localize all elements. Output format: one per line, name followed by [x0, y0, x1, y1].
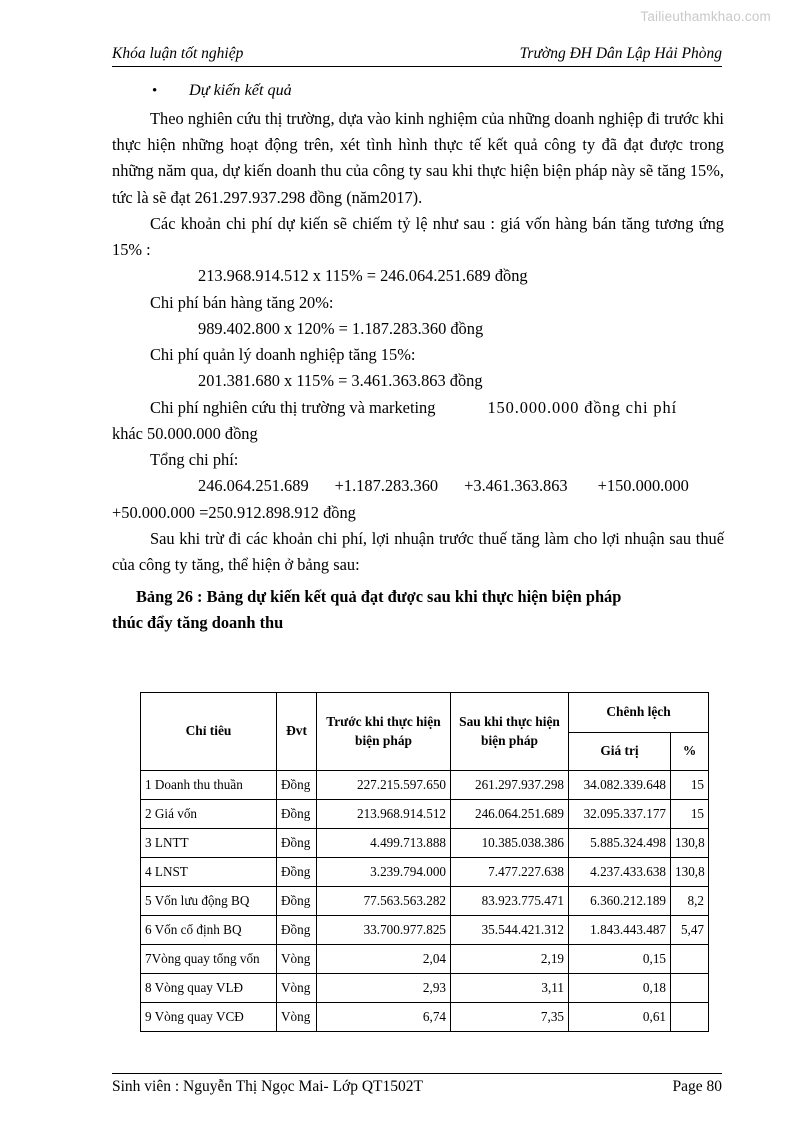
paragraph-profit-summary: Sau khi trừ đi các khoản chi phí, lợi nhuận trước thuế tăng làm cho lợi nhuận sau thuế của công ty tăng, thể hiện ở bảng sau: [112, 528, 724, 575]
header-before: Trước khi thực hiện biện pháp [317, 693, 451, 771]
cell-diff-value: 0,61 [569, 1003, 671, 1032]
cell-before: 6,74 [317, 1003, 451, 1032]
results-table [140, 692, 709, 1032]
table-caption-line-2: thúc đẩy tăng doanh thu [112, 613, 284, 633]
calculation-cogs: 213.968.914.512 x 115% = 246.064.251.689 đồng [198, 266, 528, 286]
cell-after: 83.923.775.471 [451, 887, 569, 916]
cell-criteria: 5 Vốn lưu động BQ [141, 887, 277, 916]
paragraph-marketing-cost [112, 395, 724, 421]
cell-diff-percent: 130,8 [671, 858, 709, 887]
cell-unit: Đồng [277, 800, 317, 829]
table-head [141, 693, 709, 771]
cell-before: 4.499.713.888 [317, 829, 451, 858]
table-row [141, 945, 709, 974]
cell-diff-value: 4.237.433.638 [569, 858, 671, 887]
cell-criteria: 8 Vòng quay VLĐ [141, 974, 277, 1003]
paragraph-forecast-intro: Theo nghiên cứu thị trường, dựa vào kinh nghiệm của những doanh nghiệp đi trước khi thực hiện những hoạt động trên, xét tình hình thực tế kết quả công ty đã đạt được trong những năm qua, dự kiến doanh thu của công ty sau khi thực hiện biện pháp này sẽ tăng 15%, tức là sẽ đạt 261.297.937.298 đồng (năm2017). [112, 108, 724, 207]
running-footer [112, 1073, 722, 1096]
table-row [141, 916, 709, 945]
cell-criteria: 3 LNTT [141, 829, 277, 858]
cell-unit: Đồng [277, 916, 317, 945]
cell-unit: Đồng [277, 887, 317, 916]
cell-diff-value: 34.082.339.648 [569, 771, 671, 800]
bullet-heading-row [112, 78, 724, 104]
label-admin-expense: Chi phí quản lý doanh nghiệp tăng 15%: [150, 345, 416, 365]
table-row [141, 771, 709, 800]
total-term-2: +1.187.283.360 [334, 476, 439, 496]
bullet-marker-icon: • [152, 83, 158, 99]
cell-diff-percent [671, 945, 709, 974]
table-row [141, 1003, 709, 1032]
header-difference-value: Giá trị [569, 733, 671, 771]
cell-diff-value: 32.095.337.177 [569, 800, 671, 829]
header-right-text: Trường ĐH Dân Lập Hải Phòng [519, 45, 722, 62]
total-term-1: 246.064.251.689 [198, 476, 309, 496]
running-header [112, 45, 722, 67]
cell-diff-value: 6.360.212.189 [569, 887, 671, 916]
header-unit: Đvt [277, 693, 317, 771]
cell-after: 2,19 [451, 945, 569, 974]
marketing-cost-amount: 150.000.000 đồng chi phí [487, 397, 678, 417]
cell-before: 77.563.563.282 [317, 887, 451, 916]
table-caption [112, 584, 724, 636]
header-difference: Chênh lệch [569, 693, 709, 733]
header-after: Sau khi thực hiện biện pháp [451, 693, 569, 771]
cell-after: 261.297.937.298 [451, 771, 569, 800]
cell-unit: Vòng [277, 974, 317, 1003]
cell-unit: Vòng [277, 1003, 317, 1032]
cell-after: 3,11 [451, 974, 569, 1003]
page-body [112, 78, 724, 636]
cell-unit: Đồng [277, 829, 317, 858]
cell-unit: Đồng [277, 771, 317, 800]
header-criteria: Chỉ tiêu [141, 693, 277, 771]
paragraph-other-cost: khác 50.000.000 đồng [112, 423, 258, 443]
table-row [141, 829, 709, 858]
table-header-row-1 [141, 693, 709, 733]
cell-diff-percent: 15 [671, 771, 709, 800]
table-row [141, 974, 709, 1003]
paragraph-cost-ratio: Các khoản chi phí dự kiến sẽ chiếm tỷ lệ như sau : giá vốn hàng bán tăng tương ứng 15% : [112, 213, 724, 260]
total-term-3: +3.461.363.863 [464, 476, 568, 496]
cell-criteria: 7Vòng quay tổng vốn [141, 945, 277, 974]
cell-criteria: 2 Giá vốn [141, 800, 277, 829]
cell-before: 2,93 [317, 974, 451, 1003]
total-term-4: +150.000.000 [597, 476, 689, 496]
cell-diff-percent [671, 974, 709, 1003]
cell-after: 10.385.038.386 [451, 829, 569, 858]
total-cost-line-1 [112, 473, 724, 499]
footer-page-number: Page 80 [672, 1078, 722, 1095]
table-row [141, 887, 709, 916]
cell-after: 35.544.421.312 [451, 916, 569, 945]
footer-left-text: Sinh viên : Nguyễn Thị Ngọc Mai- Lớp QT1502T [112, 1078, 423, 1095]
cell-before: 227.215.597.650 [317, 771, 451, 800]
total-cost-line-2: +50.000.000 =250.912.898.912 đồng [112, 502, 356, 522]
results-table-wrapper [140, 692, 708, 1032]
cell-criteria: 9 Vòng quay VCĐ [141, 1003, 277, 1032]
calculation-selling-expense: 989.402.800 x 120% = 1.187.283.360 đồng [198, 318, 484, 338]
cell-unit: Đồng [277, 858, 317, 887]
table-row [141, 800, 709, 829]
cell-before: 3.239.794.000 [317, 858, 451, 887]
cell-before: 2,04 [317, 945, 451, 974]
marketing-cost-label: Chi phí nghiên cứu thị trường và marketing [150, 397, 436, 417]
cell-criteria: 6 Vốn cố định BQ [141, 916, 277, 945]
table-caption-line-1: Bảng 26 : Bảng dự kiến kết quả đạt được sau khi thực hiện biện pháp [136, 587, 622, 607]
bullet-heading-label: Dự kiến kết quả [189, 81, 292, 99]
cell-after: 7,35 [451, 1003, 569, 1032]
label-total-cost: Tổng chi phí: [150, 450, 239, 470]
cell-criteria: 1 Doanh thu thuần [141, 771, 277, 800]
calculation-admin-expense: 201.381.680 x 115% = 3.461.363.863 đồng [198, 371, 483, 391]
cell-unit: Vòng [277, 945, 317, 974]
cell-diff-value: 5.885.324.498 [569, 829, 671, 858]
cell-diff-value: 1.843.443.487 [569, 916, 671, 945]
cell-diff-percent [671, 1003, 709, 1032]
cell-diff-value: 0,18 [569, 974, 671, 1003]
cell-after: 246.064.251.689 [451, 800, 569, 829]
cell-diff-percent: 5,47 [671, 916, 709, 945]
table-row [141, 858, 709, 887]
header-difference-percent: % [671, 733, 709, 771]
watermark-text: Tailieuthamkhao.com [640, 9, 771, 24]
table-body [141, 771, 709, 1032]
cell-diff-percent: 130,8 [671, 829, 709, 858]
cell-diff-value: 0,15 [569, 945, 671, 974]
cell-before: 33.700.977.825 [317, 916, 451, 945]
label-selling-expense: Chi phí bán hàng tăng 20%: [150, 292, 334, 312]
cell-criteria: 4 LNST [141, 858, 277, 887]
cell-before: 213.968.914.512 [317, 800, 451, 829]
cell-after: 7.477.227.638 [451, 858, 569, 887]
cell-diff-percent: 15 [671, 800, 709, 829]
header-left-text: Khóa luận tốt nghiệp [112, 45, 244, 62]
cell-diff-percent: 8,2 [671, 887, 709, 916]
